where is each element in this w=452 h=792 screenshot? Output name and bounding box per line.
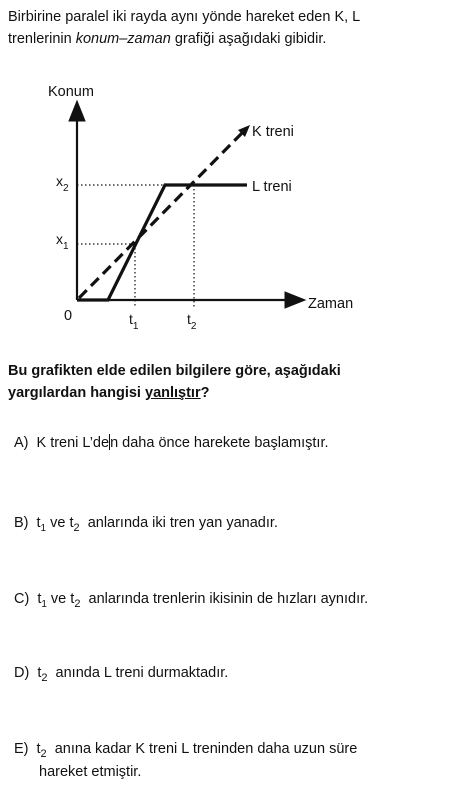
option-d-t2: $t_2$	[37, 665, 48, 684]
question-line-2	[8, 382, 444, 404]
y-axis-label: Konum	[48, 84, 94, 100]
option-c-t2: $t_2$	[70, 591, 81, 610]
intro-text-end: grafiği aşağıdaki gibidir.	[170, 31, 327, 47]
intro-line-2	[8, 28, 444, 50]
l-train-legend: L treni	[252, 179, 292, 195]
question-line-1: Bu grafikten elde edilen bilgilere göre, aşağıdaki	[8, 363, 341, 379]
problem-intro	[8, 6, 444, 50]
option-b-letter: B)	[14, 515, 29, 531]
t1-tick-label: $t_1$	[129, 311, 139, 332]
question-stem	[8, 360, 444, 404]
option-e-text: anına kadar K treni L treninden daha uzun süre	[54, 741, 358, 757]
option-c[interactable]	[14, 588, 444, 612]
option-c-t1: $t_1$	[37, 591, 47, 610]
l-train-line	[77, 185, 247, 300]
option-b[interactable]	[14, 512, 444, 536]
option-c-text: anlarında trenlerin ikisinin de hızları aynıdır.	[88, 591, 369, 607]
k-train-line	[79, 131, 244, 298]
option-b-t1: $t_1$	[36, 515, 47, 534]
option-b-text: anlarında iki tren yan yanadır.	[87, 515, 278, 531]
question-mark: ?	[200, 385, 210, 401]
option-e-line-2: hareket etmiştir.	[39, 764, 142, 780]
option-d[interactable]	[14, 662, 444, 685]
x1-tick-label: $x_1$	[56, 231, 69, 252]
t2-tick-label: $t_2$	[187, 311, 197, 332]
option-a[interactable]	[14, 432, 444, 454]
option-a-letter: A)	[14, 435, 29, 451]
option-b-ve: ve	[46, 515, 70, 531]
x2-tick-label: $x_2$	[56, 173, 69, 194]
question-text: yargılardan hangisi	[8, 385, 145, 401]
intro-text: trenlerinin	[8, 31, 76, 47]
position-time-graph	[0, 78, 452, 340]
intro-italic-term: konum–zaman	[75, 31, 171, 47]
question-keyword: yanlıştır	[145, 385, 201, 401]
option-e[interactable]	[14, 738, 444, 783]
option-a-text: K treni L’de	[36, 435, 110, 451]
k-train-legend: K treni	[252, 124, 294, 140]
x-axis-label: Zaman	[308, 296, 354, 312]
intro-line-1: Birbirine paralel iki rayda aynı yönde hareket eden K, L	[8, 9, 361, 25]
option-e-t2: $t_2$	[36, 741, 47, 760]
option-b-t2: $t_2$	[69, 515, 80, 534]
option-c-letter: C)	[14, 591, 30, 607]
option-e-line-1	[14, 738, 444, 761]
option-e-letter: E)	[14, 741, 29, 757]
option-d-text: anında L treni durmaktadır.	[55, 665, 229, 681]
option-c-ve: ve	[46, 591, 71, 607]
option-d-letter: D)	[14, 665, 30, 681]
option-a-text-rest: n daha önce harekete başlamıştır.	[110, 435, 329, 451]
origin-label: 0	[64, 308, 73, 324]
